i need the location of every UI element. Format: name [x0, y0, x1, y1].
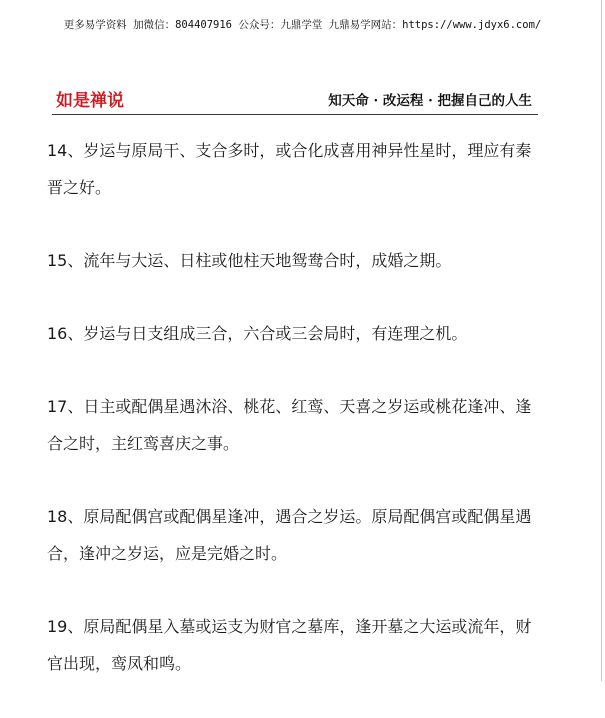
brand-title: 如是禅说 — [56, 91, 124, 111]
paragraph-18: 18、原局配偶宫或配偶星逢冲，遇合之岁运。原局配偶宫或配偶星遇合，逢冲之岁运，应是完婚之时。 — [47, 507, 532, 563]
document-header — [52, 86, 538, 115]
contact-banner: 更多易学资料 加微信：804407916 公众号：九鼎学堂 九鼎易学网站：https://www.jdyx6.com/ — [63, 19, 542, 31]
header-slogan: 知天命 · 改运程 · 把握自己的人生 — [328, 93, 532, 109]
paragraph-16: 16、岁运与日支组成三合，六合或三会局时，有连理之机。 — [47, 324, 468, 343]
document-body — [47, 132, 547, 718]
paragraph-14: 14、岁运与原局干、支合多时，或合化成喜用神异性星时，理应有秦晋之好。 — [47, 141, 532, 197]
paragraph-17: 17、日主或配偶星遇沐浴、桃花、红鸾、天喜之岁运或桃花逢冲、逢合之时，主红鸾喜庆之事。 — [47, 397, 532, 453]
page-edge-divider — [601, 0, 602, 681]
paragraph-15: 15、流年与大运、日柱或他柱天地鸳鸯合时，成婚之期。 — [47, 251, 452, 270]
paragraph-19: 19、原局配偶星入墓或运支为财官之墓库，逢开墓之大运或流年，财官出现，鸾凤和鸣。 — [47, 617, 532, 673]
